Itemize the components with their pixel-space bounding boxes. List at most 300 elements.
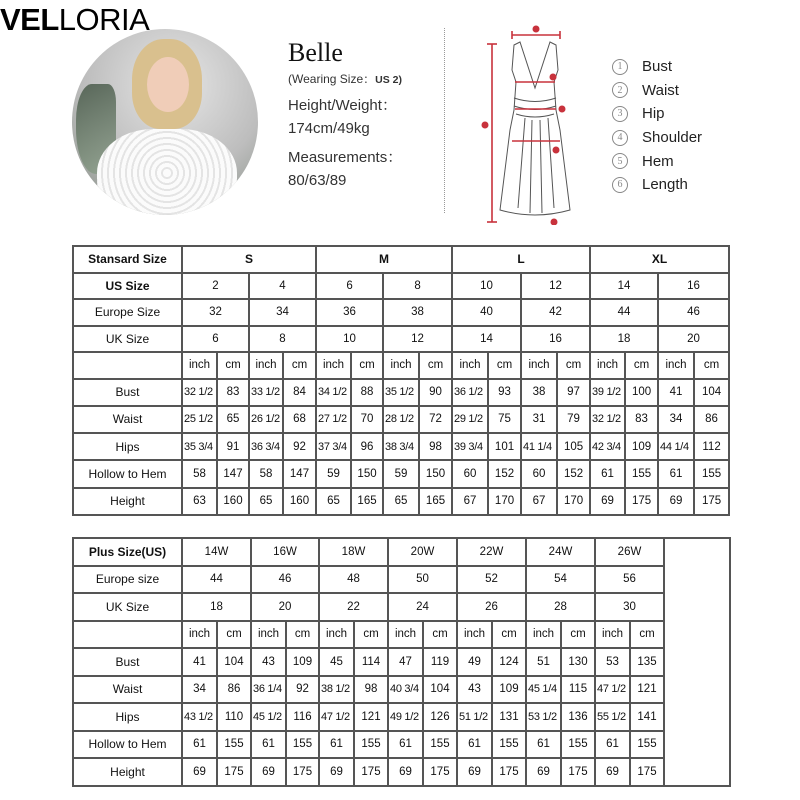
row-label: Bust	[73, 379, 182, 406]
circled-number-icon: 4	[612, 130, 628, 146]
row-label: Height	[73, 488, 182, 515]
inch-value: 65	[249, 488, 283, 515]
cm-value: 126	[423, 703, 457, 731]
inch-value: 65	[316, 488, 351, 515]
plus-uk-size-row	[73, 593, 730, 621]
circled-number-icon: 3	[612, 106, 628, 122]
inch-value: 61	[319, 731, 354, 759]
legend-label: Waist	[642, 81, 679, 99]
cell: 14	[590, 273, 658, 300]
inch-value: 69	[319, 758, 354, 786]
plus-measurement-row-hollow-to-hem	[73, 731, 730, 759]
inch-value: 67	[452, 488, 488, 515]
measurement-row-bust	[73, 379, 729, 406]
row-label: Height	[73, 758, 182, 786]
cm-value: 121	[630, 676, 664, 704]
cm-value: 155	[630, 731, 664, 759]
measurement-row-waist	[73, 406, 729, 433]
unit-cm: cm	[694, 352, 729, 379]
cm-value: 114	[354, 648, 388, 676]
cell: 46	[658, 299, 729, 326]
brand-logo	[0, 2, 149, 38]
plus-measurement-row-height	[73, 758, 730, 786]
cm-value: 105	[557, 433, 590, 460]
blank-cell	[73, 621, 182, 649]
circled-number-icon: 6	[612, 177, 628, 193]
europe-size-row	[73, 299, 729, 326]
size-group-s: S	[182, 246, 316, 273]
cell: 22	[319, 593, 388, 621]
cm-value: 155	[561, 731, 595, 759]
inch-value: 69	[595, 758, 630, 786]
unit-inch: inch	[595, 621, 630, 649]
brand-logo-rest: LORIA	[58, 2, 150, 37]
legend-label: Shoulder	[642, 129, 703, 147]
inch-value: 34	[182, 676, 217, 704]
circled-number-icon: 5	[612, 153, 628, 169]
cell: 34	[249, 299, 316, 326]
row-label: Waist	[73, 676, 182, 704]
inch-value: 61	[388, 731, 423, 759]
cell: 20W	[388, 538, 457, 566]
cell: 24	[388, 593, 457, 621]
inch-value: 45 1/4	[526, 676, 561, 704]
inch-value: 55 1/2	[595, 703, 630, 731]
cm-value: 165	[351, 488, 383, 515]
cell: 16	[658, 273, 729, 300]
cm-value: 101	[488, 433, 521, 460]
inch-value: 63	[182, 488, 217, 515]
inch-value: 36 1/2	[452, 379, 488, 406]
cm-value: 170	[557, 488, 590, 515]
unit-cm: cm	[557, 352, 590, 379]
unit-inch: inch	[249, 352, 283, 379]
inch-value: 25 1/2	[182, 406, 217, 433]
inch-value: 28 1/2	[383, 406, 419, 433]
unit-inch: inch	[590, 352, 625, 379]
uk-size-row	[73, 326, 729, 353]
inch-value: 32 1/2	[590, 406, 625, 433]
cell: 26	[457, 593, 526, 621]
cell: 30	[595, 593, 664, 621]
inch-value: 35 1/2	[383, 379, 419, 406]
row-label: Bust	[73, 648, 182, 676]
unit-cm: cm	[625, 352, 658, 379]
cm-value: 116	[286, 703, 319, 731]
cell: 36	[316, 299, 383, 326]
unit-inch: inch	[521, 352, 557, 379]
legend-item-shoulder	[612, 126, 702, 150]
inch-value: 40 3/4	[388, 676, 423, 704]
inch-value: 27 1/2	[316, 406, 351, 433]
cell: 18	[182, 593, 251, 621]
inch-value: 69	[590, 488, 625, 515]
inch-value: 69	[526, 758, 561, 786]
cell: 44	[590, 299, 658, 326]
cell: 46	[251, 566, 319, 594]
inch-value: 61	[526, 731, 561, 759]
cm-value: 130	[561, 648, 595, 676]
cell: 12	[383, 326, 452, 353]
cm-value: 110	[217, 703, 251, 731]
cell: 44	[182, 566, 251, 594]
legend-item-waist	[612, 79, 702, 103]
cm-value: 175	[625, 488, 658, 515]
cm-value: 147	[217, 460, 249, 487]
cm-value: 124	[492, 648, 526, 676]
inch-value: 58	[249, 460, 283, 487]
empty-column	[664, 538, 730, 786]
dress-measurement-diagram-icon	[470, 10, 600, 225]
size-group-l: L	[452, 246, 590, 273]
inch-value: 32 1/2	[182, 379, 217, 406]
legend-item-length	[612, 173, 702, 197]
cm-value: 155	[694, 460, 729, 487]
unit-inch: inch	[319, 621, 354, 649]
inch-value: 41 1/4	[521, 433, 557, 460]
cm-value: 135	[630, 648, 664, 676]
cell: 12	[521, 273, 590, 300]
inch-value: 51	[526, 648, 561, 676]
row-label: Waist	[73, 406, 182, 433]
cell: 4	[249, 273, 316, 300]
unit-inch: inch	[182, 621, 217, 649]
cm-value: 79	[557, 406, 590, 433]
inch-value: 53	[595, 648, 630, 676]
inch-value: 43	[251, 648, 286, 676]
inch-value: 45	[319, 648, 354, 676]
cm-value: 170	[488, 488, 521, 515]
inch-value: 36 1/4	[251, 676, 286, 704]
cm-value: 155	[354, 731, 388, 759]
cm-value: 155	[423, 731, 457, 759]
cell: 54	[526, 566, 595, 594]
unit-row	[73, 352, 729, 379]
cm-value: 175	[561, 758, 595, 786]
blank-cell	[73, 352, 182, 379]
inch-value: 53 1/2	[526, 703, 561, 731]
cm-value: 160	[283, 488, 316, 515]
inch-value: 41	[658, 379, 694, 406]
cell: 38	[383, 299, 452, 326]
measurement-row-hollow-to-hem	[73, 460, 729, 487]
inch-value: 59	[383, 460, 419, 487]
legend-label: Hem	[642, 152, 674, 170]
cm-value: 175	[354, 758, 388, 786]
inch-value: 41	[182, 648, 217, 676]
inch-value: 37 3/4	[316, 433, 351, 460]
legend-label: Bust	[642, 58, 673, 76]
cm-value: 83	[217, 379, 249, 406]
size-group-xl: XL	[590, 246, 729, 273]
cm-value: 104	[694, 379, 729, 406]
cell: 18	[590, 326, 658, 353]
cell: 56	[595, 566, 664, 594]
inch-value: 43 1/2	[182, 703, 217, 731]
cell: 18W	[319, 538, 388, 566]
legend-item-hem	[612, 149, 702, 173]
unit-inch: inch	[452, 352, 488, 379]
cm-value: 88	[351, 379, 383, 406]
inch-value: 49 1/2	[388, 703, 423, 731]
unit-cm: cm	[286, 621, 319, 649]
inch-value: 61	[457, 731, 492, 759]
height-weight-label: Height/Weight：	[288, 97, 397, 114]
row-label: Hollow to Hem	[73, 460, 182, 487]
unit-inch: inch	[388, 621, 423, 649]
cm-value: 91	[217, 433, 249, 460]
inch-value: 45 1/2	[251, 703, 286, 731]
inch-value: 38 3/4	[383, 433, 419, 460]
cell: 52	[457, 566, 526, 594]
unit-cm: cm	[488, 352, 521, 379]
unit-inch: inch	[316, 352, 351, 379]
unit-inch: inch	[182, 352, 217, 379]
cell: 10	[452, 273, 521, 300]
cm-value: 104	[217, 648, 251, 676]
row-label: UK Size	[73, 326, 182, 353]
plus-measurement-row-waist	[73, 676, 730, 704]
cell: 24W	[526, 538, 595, 566]
measurement-legend	[612, 55, 702, 197]
cm-value: 150	[351, 460, 383, 487]
model-name: Belle	[288, 38, 343, 67]
cm-value: 147	[283, 460, 316, 487]
inch-value: 38	[521, 379, 557, 406]
inch-value: 67	[521, 488, 557, 515]
inch-value: 47 1/2	[595, 676, 630, 704]
inch-value: 65	[383, 488, 419, 515]
cm-value: 65	[217, 406, 249, 433]
unit-inch: inch	[658, 352, 694, 379]
cm-value: 155	[286, 731, 319, 759]
cell: 2	[182, 273, 249, 300]
cm-value: 96	[351, 433, 383, 460]
unit-cm: cm	[354, 621, 388, 649]
inch-value: 34	[658, 406, 694, 433]
cell: 14	[452, 326, 521, 353]
measurements-label: Measurements：	[288, 149, 403, 166]
cm-value: 98	[354, 676, 388, 704]
unit-inch: inch	[251, 621, 286, 649]
unit-inch: inch	[526, 621, 561, 649]
inch-value: 42 3/4	[590, 433, 625, 460]
size-group-m: M	[316, 246, 452, 273]
cm-value: 150	[419, 460, 452, 487]
cm-value: 165	[419, 488, 452, 515]
cm-value: 84	[283, 379, 316, 406]
brand-logo-bold: VEL	[0, 2, 59, 37]
inch-value: 35 3/4	[182, 433, 217, 460]
photo-lace-top	[97, 129, 237, 215]
cm-value: 131	[492, 703, 526, 731]
unit-cm: cm	[492, 621, 526, 649]
cm-value: 155	[625, 460, 658, 487]
cm-value: 121	[354, 703, 388, 731]
cm-value: 75	[488, 406, 521, 433]
cm-value: 175	[694, 488, 729, 515]
cell: 50	[388, 566, 457, 594]
inch-value: 38 1/2	[319, 676, 354, 704]
inch-value: 47 1/2	[319, 703, 354, 731]
size-group-row	[73, 246, 729, 273]
model-photo	[72, 29, 258, 215]
inch-value: 39 1/2	[590, 379, 625, 406]
cm-value: 86	[217, 676, 251, 704]
cm-value: 152	[488, 460, 521, 487]
model-info	[288, 38, 402, 191]
cm-value: 115	[561, 676, 595, 704]
cm-value: 70	[351, 406, 383, 433]
inch-value: 31	[521, 406, 557, 433]
legend-label: Hip	[642, 105, 665, 123]
cell: 6	[182, 326, 249, 353]
unit-cm: cm	[561, 621, 595, 649]
cell: 42	[521, 299, 590, 326]
inch-value: 26 1/2	[249, 406, 283, 433]
measurement-row-height	[73, 488, 729, 515]
row-label: Europe size	[73, 566, 182, 594]
cm-value: 109	[625, 433, 658, 460]
row-label: US Size	[73, 273, 182, 300]
inch-value: 69	[388, 758, 423, 786]
photo-face	[147, 57, 189, 112]
dotted-divider	[444, 28, 445, 213]
cm-value: 175	[630, 758, 664, 786]
cell: 32	[182, 299, 249, 326]
row-label: Hips	[73, 703, 182, 731]
cm-value: 92	[286, 676, 319, 704]
table-title: Plus Size(US)	[73, 538, 182, 566]
cm-value: 100	[625, 379, 658, 406]
cm-value: 68	[283, 406, 316, 433]
wearing-size-value: US 2)	[375, 74, 402, 86]
inch-value: 36 3/4	[249, 433, 283, 460]
inch-value: 60	[521, 460, 557, 487]
cm-value: 93	[488, 379, 521, 406]
row-label: Hips	[73, 433, 182, 460]
cm-value: 141	[630, 703, 664, 731]
cell: 16	[521, 326, 590, 353]
wearing-size-label: (Wearing Size：	[288, 72, 376, 86]
cell: 40	[452, 299, 521, 326]
inch-value: 69	[251, 758, 286, 786]
inch-value: 49	[457, 648, 492, 676]
cm-value: 109	[492, 676, 526, 704]
legend-item-hip	[612, 102, 702, 126]
cm-value: 160	[217, 488, 249, 515]
inch-value: 61	[182, 731, 217, 759]
row-label: Europe Size	[73, 299, 182, 326]
unit-cm: cm	[419, 352, 452, 379]
cm-value: 92	[283, 433, 316, 460]
inch-value: 59	[316, 460, 351, 487]
wearing-size	[288, 70, 402, 87]
circled-number-icon: 2	[612, 82, 628, 98]
cm-value: 97	[557, 379, 590, 406]
inch-value: 33 1/2	[249, 379, 283, 406]
cell: 20	[251, 593, 319, 621]
cm-value: 175	[217, 758, 251, 786]
plus-measurement-row-bust	[73, 648, 730, 676]
inch-value: 61	[251, 731, 286, 759]
inch-value: 29 1/2	[452, 406, 488, 433]
cm-value: 155	[217, 731, 251, 759]
cm-value: 112	[694, 433, 729, 460]
table-title: Stansard Size	[73, 246, 182, 273]
cm-value: 175	[423, 758, 457, 786]
cell: 26W	[595, 538, 664, 566]
cell: 16W	[251, 538, 319, 566]
cm-value: 119	[423, 648, 457, 676]
cm-value: 155	[492, 731, 526, 759]
cell: 22W	[457, 538, 526, 566]
unit-cm: cm	[423, 621, 457, 649]
cell: 14W	[182, 538, 251, 566]
row-label: Hollow to Hem	[73, 731, 182, 759]
unit-inch: inch	[457, 621, 492, 649]
cm-value: 109	[286, 648, 319, 676]
inch-value: 47	[388, 648, 423, 676]
plus-unit-row	[73, 621, 730, 649]
us-size-row	[73, 273, 729, 300]
inch-value: 44 1/4	[658, 433, 694, 460]
cm-value: 90	[419, 379, 452, 406]
cm-value: 98	[419, 433, 452, 460]
cm-value: 136	[561, 703, 595, 731]
cm-value: 175	[492, 758, 526, 786]
legend-label: Length	[642, 176, 688, 194]
cell: 6	[316, 273, 383, 300]
plus-size-table	[72, 537, 731, 787]
unit-cm: cm	[217, 352, 249, 379]
inch-value: 60	[452, 460, 488, 487]
cell: 10	[316, 326, 383, 353]
inch-value: 61	[595, 731, 630, 759]
unit-cm: cm	[283, 352, 316, 379]
cell: 8	[383, 273, 452, 300]
unit-cm: cm	[630, 621, 664, 649]
measurement-row-hips	[73, 433, 729, 460]
standard-size-table	[72, 245, 730, 516]
inch-value: 51 1/2	[457, 703, 492, 731]
cm-value: 175	[286, 758, 319, 786]
inch-value: 61	[658, 460, 694, 487]
plus-us-size-row	[73, 538, 730, 566]
inch-value: 39 3/4	[452, 433, 488, 460]
plus-measurement-row-hips	[73, 703, 730, 731]
inch-value: 61	[590, 460, 625, 487]
plus-europe-size-row	[73, 566, 730, 594]
cm-value: 72	[419, 406, 452, 433]
cell: 20	[658, 326, 729, 353]
inch-value: 43	[457, 676, 492, 704]
cell: 48	[319, 566, 388, 594]
unit-cm: cm	[351, 352, 383, 379]
circled-number-icon: 1	[612, 59, 628, 75]
row-label: UK Size	[73, 593, 182, 621]
inch-value: 58	[182, 460, 217, 487]
measurements-value: 80/63/89	[288, 172, 347, 189]
inch-value: 69	[182, 758, 217, 786]
inch-value: 69	[658, 488, 694, 515]
legend-item-bust	[612, 55, 702, 79]
inch-value: 69	[457, 758, 492, 786]
cm-value: 83	[625, 406, 658, 433]
cell: 8	[249, 326, 316, 353]
unit-inch: inch	[383, 352, 419, 379]
height-weight-value: 174cm/49kg	[288, 120, 370, 137]
